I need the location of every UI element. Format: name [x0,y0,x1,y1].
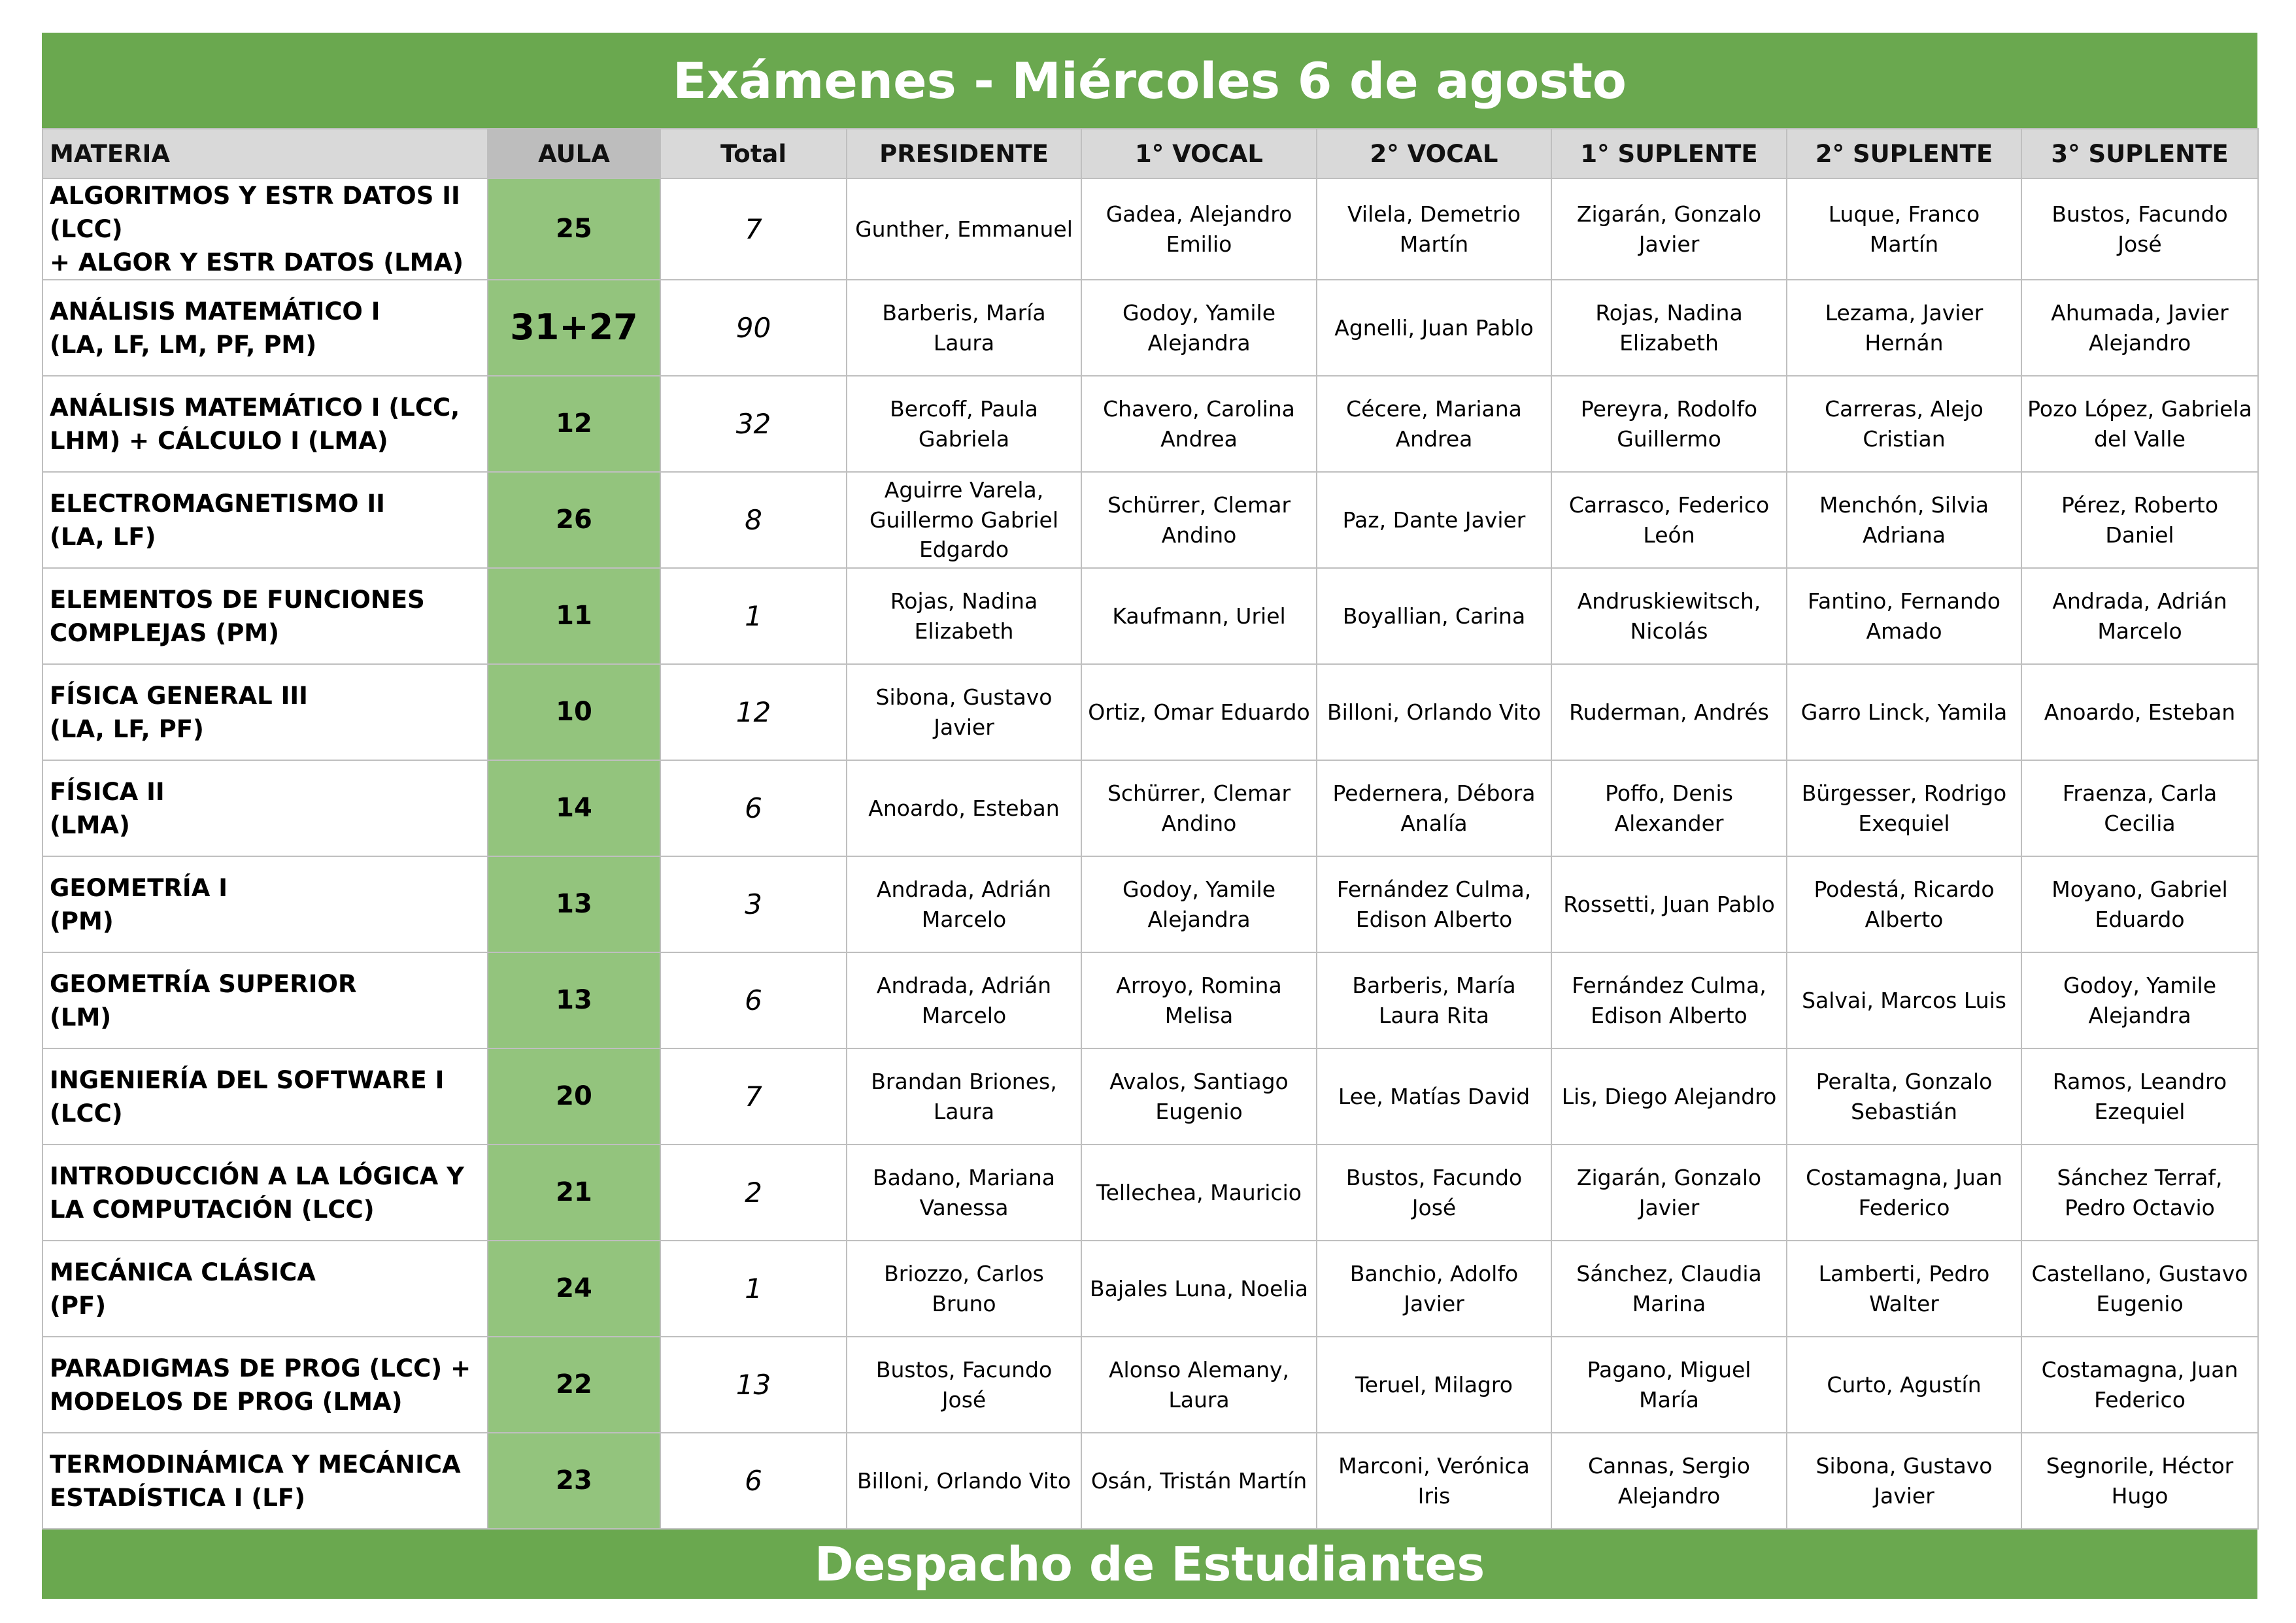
suplente1-cell: Lis, Diego Alejandro [1551,1048,1787,1145]
aula-cell: 24 [488,1241,660,1337]
table-row [42,1337,2258,1433]
total-cell: 32 [660,376,847,472]
presidente-cell: Rojas, Nadina Elizabeth [847,568,1081,664]
vocal2-cell: Boyallian, Carina [1317,568,1551,664]
vocal1-cell: Tellechea, Mauricio [1081,1145,1317,1241]
suplente2-cell: Podestá, Ricardo Alberto [1787,856,2021,952]
materia-line: GEOMETRÍA SUPERIOR [50,969,357,998]
suplente3-cell: Pozo López, Gabriela del Valle [2021,376,2258,472]
aula-cell: 21 [488,1145,660,1241]
materia-line: (LM) [50,1003,112,1031]
vocal1-cell: Chavero, Carolina Andrea [1081,376,1317,472]
table-body [42,178,2258,1529]
suplente3-cell: Castellano, Gustavo Eugenio [2021,1241,2258,1337]
col-header-suplente2: 2° SUPLENTE [1787,129,2021,178]
suplente3-cell: Segnorile, Héctor Hugo [2021,1433,2258,1529]
total-cell: 7 [660,178,847,280]
page-title: Exámenes - Miércoles 6 de agosto [42,33,2257,128]
suplente2-cell: Curto, Agustín [1787,1337,2021,1433]
materia-cell [42,760,488,856]
vocal2-cell: Banchio, Adolfo Javier [1317,1241,1551,1337]
suplente2-cell: Lamberti, Pedro Walter [1787,1241,2021,1337]
suplente2-cell: Menchón, Silvia Adriana [1787,472,2021,568]
materia-cell [42,1433,488,1529]
table-row [42,568,2258,664]
suplente2-cell: Bürgesser, Rodrigo Exequiel [1787,760,2021,856]
total-cell: 7 [660,1048,847,1145]
vocal1-cell: Osán, Tristán Martín [1081,1433,1317,1529]
materia-line: (LA, LF, PF) [50,714,204,743]
aula-cell: 26 [488,472,660,568]
exam-schedule [42,33,2257,1599]
presidente-cell: Badano, Mariana Vanessa [847,1145,1081,1241]
materia-line: (LA, LF, LM, PF, PM) [50,330,317,359]
materia-line: (LCC) [50,1099,123,1128]
suplente2-cell: Sibona, Gustavo Javier [1787,1433,2021,1529]
materia-line: TERMODINÁMICA Y MECÁNICA [50,1450,461,1479]
total-cell: 1 [660,1241,847,1337]
suplente2-cell: Fantino, Fernando Amado [1787,568,2021,664]
materia-line: (PM) [50,907,114,935]
vocal2-cell: Fernández Culma, Edison Alberto [1317,856,1551,952]
materia-cell [42,664,488,760]
vocal1-cell: Godoy, Yamile Alejandra [1081,280,1317,376]
materia-line: LA COMPUTACIÓN (LCC) [50,1195,375,1224]
materia-line: (LA, LF) [50,522,156,551]
presidente-cell: Billoni, Orlando Vito [847,1433,1081,1529]
table-row [42,376,2258,472]
materia-line: FÍSICA II [50,777,165,806]
suplente3-cell: Godoy, Yamile Alejandra [2021,952,2258,1048]
table-row [42,1048,2258,1145]
suplente1-cell: Pagano, Miguel María [1551,1337,1787,1433]
suplente1-cell: Rossetti, Juan Pablo [1551,856,1787,952]
aula-cell: 13 [488,856,660,952]
vocal1-cell: Gadea, Alejandro Emilio [1081,178,1317,280]
aula-cell: 31+27 [488,280,660,376]
total-cell: 6 [660,1433,847,1529]
presidente-cell: Sibona, Gustavo Javier [847,664,1081,760]
col-header-suplente3: 3° SUPLENTE [2021,129,2258,178]
materia-line: PARADIGMAS DE PROG (LCC) + [50,1354,471,1382]
suplente1-cell: Poffo, Denis Alexander [1551,760,1787,856]
suplente3-cell: Ramos, Leandro Ezequiel [2021,1048,2258,1145]
materia-line: INGENIERÍA DEL SOFTWARE I [50,1065,445,1094]
suplente2-cell: Lezama, Javier Hernán [1787,280,2021,376]
vocal2-cell: Barberis, María Laura Rita [1317,952,1551,1048]
exam-table [42,128,2259,1530]
vocal2-cell: Pedernera, Débora Analía [1317,760,1551,856]
aula-cell: 20 [488,1048,660,1145]
total-cell: 13 [660,1337,847,1433]
table-row [42,856,2258,952]
vocal2-cell: Cécere, Mariana Andrea [1317,376,1551,472]
vocal1-cell: Ortiz, Omar Eduardo [1081,664,1317,760]
col-header-vocal2: 2° VOCAL [1317,129,1551,178]
aula-cell: 12 [488,376,660,472]
aula-cell: 10 [488,664,660,760]
total-cell: 1 [660,568,847,664]
materia-cell [42,1145,488,1241]
col-header-materia: MATERIA [42,129,488,178]
presidente-cell: Barberis, María Laura [847,280,1081,376]
materia-line: GEOMETRÍA I [50,873,228,902]
aula-cell: 11 [488,568,660,664]
table-row [42,760,2258,856]
table-row [42,1145,2258,1241]
materia-line: MODELOS DE PROG (LMA) [50,1387,403,1416]
aula-cell: 13 [488,952,660,1048]
materia-line: (LMA) [50,811,130,839]
materia-line: (PF) [50,1291,107,1320]
presidente-cell: Andrada, Adrián Marcelo [847,952,1081,1048]
suplente3-cell: Bustos, Facundo José [2021,178,2258,280]
total-cell: 3 [660,856,847,952]
materia-cell [42,280,488,376]
table-row [42,472,2258,568]
suplente3-cell: Costamagna, Juan Federico [2021,1337,2258,1433]
suplente2-cell: Luque, Franco Martín [1787,178,2021,280]
materia-cell [42,1048,488,1145]
materia-cell [42,1337,488,1433]
aula-cell: 14 [488,760,660,856]
vocal2-cell: Vilela, Demetrio Martín [1317,178,1551,280]
col-header-suplente1: 1° SUPLENTE [1551,129,1787,178]
materia-line: COMPLEJAS (PM) [50,618,280,647]
materia-line: + ALGOR Y ESTR DATOS (LMA) [50,248,464,277]
materia-line: ANÁLISIS MATEMÁTICO I [50,297,380,326]
table-row [42,1241,2258,1337]
suplente1-cell: Carrasco, Federico León [1551,472,1787,568]
vocal1-cell: Schürrer, Clemar Andino [1081,760,1317,856]
suplente3-cell: Sánchez Terraf, Pedro Octavio [2021,1145,2258,1241]
aula-cell: 23 [488,1433,660,1529]
presidente-cell: Anoardo, Esteban [847,760,1081,856]
materia-line: LHM) + CÁLCULO I (LMA) [50,426,388,455]
suplente3-cell: Moyano, Gabriel Eduardo [2021,856,2258,952]
vocal1-cell: Kaufmann, Uriel [1081,568,1317,664]
suplente3-cell: Andrada, Adrián Marcelo [2021,568,2258,664]
suplente1-cell: Cannas, Sergio Alejandro [1551,1433,1787,1529]
total-cell: 6 [660,760,847,856]
vocal1-cell: Godoy, Yamile Alejandra [1081,856,1317,952]
materia-line: ALGORITMOS Y ESTR DATOS II (LCC) [50,182,460,244]
materia-line: FÍSICA GENERAL III [50,681,308,710]
vocal2-cell: Agnelli, Juan Pablo [1317,280,1551,376]
presidente-cell: Bustos, Facundo José [847,1337,1081,1433]
vocal2-cell: Marconi, Verónica Iris [1317,1433,1551,1529]
suplente1-cell: Fernández Culma, Edison Alberto [1551,952,1787,1048]
suplente2-cell: Costamagna, Juan Federico [1787,1145,2021,1241]
materia-line: INTRODUCCIÓN A LA LÓGICA Y [50,1162,464,1190]
suplente1-cell: Andruskiewitsch, Nicolás [1551,568,1787,664]
suplente1-cell: Zigarán, Gonzalo Javier [1551,1145,1787,1241]
aula-cell: 22 [488,1337,660,1433]
table-row [42,664,2258,760]
materia-cell [42,568,488,664]
materia-cell [42,1241,488,1337]
suplente1-cell: Ruderman, Andrés [1551,664,1787,760]
vocal1-cell: Arroyo, Romina Melisa [1081,952,1317,1048]
materia-line: ELEMENTOS DE FUNCIONES [50,585,425,614]
materia-cell [42,376,488,472]
vocal2-cell: Billoni, Orlando Vito [1317,664,1551,760]
col-header-presidente: PRESIDENTE [847,129,1081,178]
table-row [42,178,2258,280]
vocal1-cell: Avalos, Santiago Eugenio [1081,1048,1317,1145]
col-header-vocal1: 1° VOCAL [1081,129,1317,178]
total-cell: 6 [660,952,847,1048]
suplente1-cell: Rojas, Nadina Elizabeth [1551,280,1787,376]
suplente3-cell: Fraenza, Carla Cecilia [2021,760,2258,856]
col-header-total: Total [660,129,847,178]
vocal2-cell: Paz, Dante Javier [1317,472,1551,568]
suplente3-cell: Anoardo, Esteban [2021,664,2258,760]
suplente2-cell: Garro Linck, Yamila [1787,664,2021,760]
suplente3-cell: Ahumada, Javier Alejandro [2021,280,2258,376]
suplente2-cell: Salvai, Marcos Luis [1787,952,2021,1048]
suplente1-cell: Pereyra, Rodolfo Guillermo [1551,376,1787,472]
materia-line: ESTADÍSTICA I (LF) [50,1483,306,1512]
presidente-cell: Brandan Briones, Laura [847,1048,1081,1145]
aula-cell: 25 [488,178,660,280]
presidente-cell: Aguirre Varela, Guillermo Gabriel Edgardo [847,472,1081,568]
suplente2-cell: Carreras, Alejo Cristian [1787,376,2021,472]
presidente-cell: Briozzo, Carlos Bruno [847,1241,1081,1337]
suplente3-cell: Pérez, Roberto Daniel [2021,472,2258,568]
total-cell: 2 [660,1145,847,1241]
vocal1-cell: Bajales Luna, Noelia [1081,1241,1317,1337]
vocal2-cell: Lee, Matías David [1317,1048,1551,1145]
suplente1-cell: Sánchez, Claudia Marina [1551,1241,1787,1337]
total-cell: 90 [660,280,847,376]
materia-line: MECÁNICA CLÁSICA [50,1258,316,1286]
vocal2-cell: Bustos, Facundo José [1317,1145,1551,1241]
total-cell: 8 [660,472,847,568]
vocal1-cell: Alonso Alemany, Laura [1081,1337,1317,1433]
table-header-row [42,129,2258,178]
presidente-cell: Gunther, Emmanuel [847,178,1081,280]
materia-cell [42,952,488,1048]
vocal2-cell: Teruel, Milagro [1317,1337,1551,1433]
presidente-cell: Bercoff, Paula Gabriela [847,376,1081,472]
footer-banner: Despacho de Estudiantes [42,1530,2257,1599]
suplente1-cell: Zigarán, Gonzalo Javier [1551,178,1787,280]
vocal1-cell: Schürrer, Clemar Andino [1081,472,1317,568]
materia-cell [42,472,488,568]
materia-cell [42,178,488,280]
total-cell: 12 [660,664,847,760]
materia-line: ELECTROMAGNETISMO II [50,489,385,518]
materia-cell [42,856,488,952]
presidente-cell: Andrada, Adrián Marcelo [847,856,1081,952]
suplente2-cell: Peralta, Gonzalo Sebastián [1787,1048,2021,1145]
table-row [42,952,2258,1048]
col-header-aula: AULA [488,129,660,178]
materia-line: ANÁLISIS MATEMÁTICO I (LCC, [50,393,460,422]
table-row [42,280,2258,376]
table-row [42,1433,2258,1529]
